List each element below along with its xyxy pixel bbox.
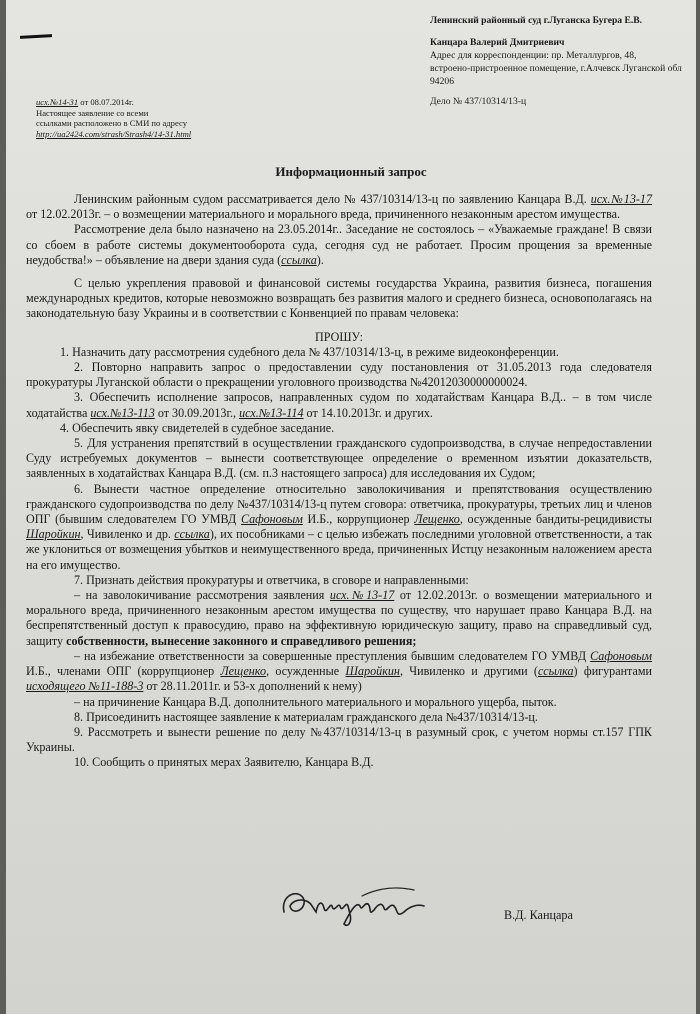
item-10: 10. Сообщить о принятых мерах Заявителю, Канцара В.Д. bbox=[74, 755, 374, 770]
link-leshchenko-2[interactable]: Лещенко bbox=[220, 664, 267, 679]
link-sharoykin[interactable]: Шаройкин bbox=[26, 527, 81, 542]
publication-note bbox=[36, 97, 266, 139]
link-sharoykin-2[interactable]: Шаройкин bbox=[345, 664, 400, 679]
publication-line-2: ссылками расположено в СМИ по адресу bbox=[36, 118, 187, 128]
link-outgoing-13-113[interactable]: исх.№13-113 bbox=[90, 405, 155, 420]
paragraph-hearing: Рассмотрение дела было назначено на 23.05.2014г.. Заседание не состоялось – «Уважаемые граждане! В связи со сбоем в работе системы документооборота суда, сегодня суд не работает. Просим прощения за временные неудобства!» – объявление на двери здания суда (ссылка). bbox=[26, 222, 653, 267]
document-body bbox=[26, 192, 652, 771]
item-5: 5. Для устранения препятствий в осуществлении гражданского судопроизводства, в случае непредоставлении Суду истребуемых документов – вынести соответствующее определение о временном изъятии доказательств, заявленных в ходатайствах Канцара В.Д. (см. п.3 настоящего запроса) для исследования их Судом; bbox=[26, 436, 652, 481]
sender-postcode: 94206 bbox=[430, 76, 454, 87]
court-name: Ленинский районный суд г.Луганска Бугера Е.В. bbox=[430, 15, 643, 26]
link-reference-2[interactable]: ссылка bbox=[174, 527, 210, 542]
item-8: 8. Присоединить настоящее заявление к материалам гражданского дела №437/10314/13-ц. bbox=[74, 709, 538, 724]
item-6: 6. Вынести частное определение относительно заволокичивания и препятствования осуществлению гражданского судопроизводства по делу №437/10314/13-ц путем сговора: ответчика, прокуратуры, третьих лиц и членов ОПГ (бывшим следователем ГО УМВД Сафоновым И.Б., коррупционер Лещенко, осужденные бандиты-рецидивисты Шаройкин, Чивиленко и др. ссылка), их пособниками – с целью избежать последними уголовной ответственности, а так же уклониться от возмещения убытков и неимущественного вреда, причиненных Истцу незаконным наложением ареста на его имущество. bbox=[26, 481, 652, 572]
case-number: Дело № 437/10314/13-ц bbox=[430, 96, 527, 107]
link-reference-3[interactable]: ссылка bbox=[537, 664, 574, 679]
paragraph-purpose: С целью укрепления правовой и финансовой системы государства Украина, развития бизнеса, погашения международных кредитов, которые невозможно возвращать без развития малого и среднего бизнеса, основополагаясь на законодательную базу Украины и в соответствии с Конвенцией по правам человека: bbox=[26, 276, 652, 321]
item-4: 4. Обеспечить явку свидетелей в судебное заседание. bbox=[60, 420, 335, 435]
link-leshchenko[interactable]: Лещенко bbox=[414, 512, 460, 527]
item-7: 7. Признать действия прокуратуры и ответчика, в сговоре и направленными: bbox=[74, 572, 469, 587]
signatory-name: В.Д. Канцара bbox=[504, 908, 573, 922]
outgoing-date: от 08.07.2014г. bbox=[78, 97, 134, 107]
link-reference[interactable]: ссылка bbox=[281, 252, 317, 267]
sender-address-1: Адрес для корреспонденции: пр. Металлургов, 48, bbox=[430, 50, 637, 61]
item-9: 9. Рассмотреть и вынести решение по делу №437/10314/13-ц в разумный срок, с учетом нормы ст.157 ГПК Украины. bbox=[26, 724, 652, 755]
request-heading: ПРОШУ: bbox=[314, 329, 363, 344]
handwritten-signature bbox=[278, 876, 428, 936]
link-outgoing-11-188-3[interactable]: исходящего №11-188-3 bbox=[26, 679, 144, 694]
item-7-c: – на причинение Канцара В.Д. дополнительного материального и морального ущерба, пыток. bbox=[74, 694, 557, 709]
item-3: 3. Обеспечить исполнение запросов, направленных судом по ходатайствам Канцара В.Д.. – в том числе ходатайства исх.№13-113 от 30.09.2013г., исх.№13-114 от 14.10.2013г. и других. bbox=[26, 390, 652, 420]
pen-mark bbox=[20, 34, 52, 39]
link-safonov[interactable]: Сафоновым bbox=[240, 512, 303, 527]
sender-address-2: встроено-пристроенное помещение, г.Алчевск Луганской обл bbox=[430, 63, 682, 74]
document-title: Информационный запрос bbox=[275, 164, 427, 179]
link-outgoing-13-17-b[interactable]: исх.№13-17 bbox=[329, 588, 395, 603]
link-safonov-2[interactable]: Сафоновым bbox=[590, 648, 652, 663]
link-outgoing-13-114[interactable]: исх.№13-114 bbox=[239, 405, 304, 420]
item-2: 2. Повторно направить запрос о предоставлении суду постановления от 31.05.2013 года следователя прокуратуры Луганской области о прекращении уголовного производства №42012030000000024. bbox=[26, 360, 652, 390]
sender-name: Канцара Валерий Дмитриевич bbox=[430, 37, 565, 48]
item-1: 1. Назначить дату рассмотрения судебного дела № 437/10314/13-ц, в режиме видеоконференции. bbox=[60, 344, 559, 359]
paragraph-case: Ленинским районным судом рассматривается дело № 437/10314/13-ц по заявлению Канцара В.Д. исх.№13-17 от 12.02.2013г. – о возмещении материального и морального вреда, причиненного незаконным арестом имущества. bbox=[26, 192, 653, 222]
addressee-block bbox=[430, 14, 696, 108]
publication-url[interactable]: http://ua2424.com/strash/Strash4/14-31.html bbox=[36, 128, 192, 139]
item-7-a: – на заволокичивание рассмотрения заявления исх.№13-17 от 12.02.2013г. о возмещении материального и морального вреда, причиненного незаконным арестом имущества по существу, что нарушает право Канцара В.Д. на беспрепятственный доступ к правосудию, право на эффективную юридическую защиту, право на справедливый суд, защиту собственности, вынесение законного и справедливого решения; bbox=[26, 588, 652, 648]
link-outgoing-13-17[interactable]: исх.№13-17 bbox=[590, 192, 653, 206]
outgoing-number[interactable]: исх.№14-31 bbox=[36, 97, 79, 107]
publication-line-1: Настоящее заявление со всеми bbox=[36, 107, 149, 118]
document-page bbox=[6, 0, 696, 1014]
item-7-b: – на избежание ответственности за совершенные преступления бывшим следователем ГО УМВД Сафоновым И.Б., членами ОПГ (коррупционер Лещенко, осужденные Шаройкин, Чивиленко и другими (ссылка) фигурантами исходящего №11-188-3 от 28.11.2011г. и 53-х дополнений к нему) bbox=[26, 648, 652, 694]
